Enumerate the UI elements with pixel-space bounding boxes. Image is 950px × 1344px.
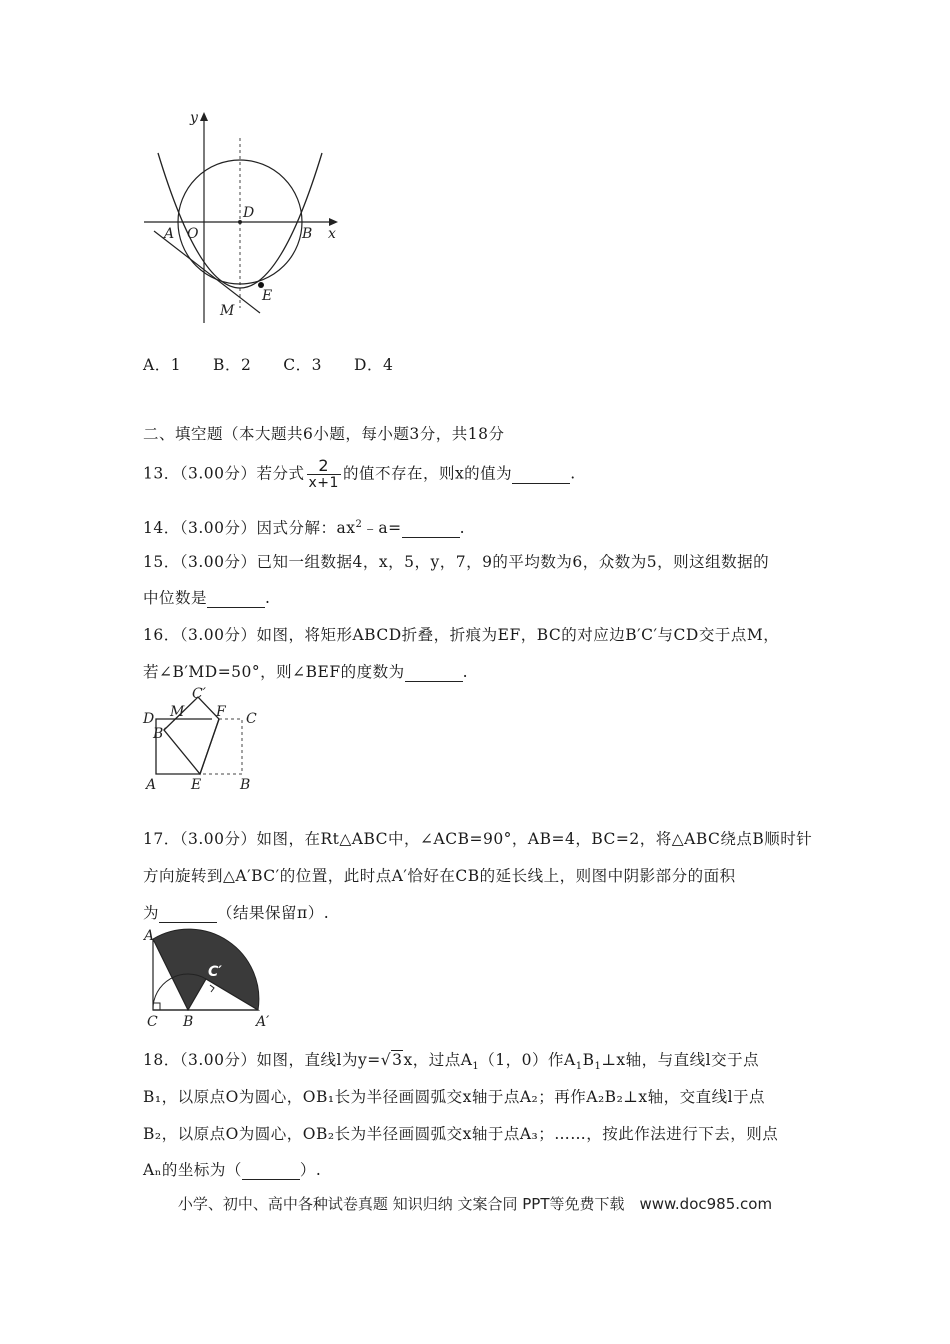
q13-prefix: 13．（3.00分）若分式: [143, 464, 305, 483]
question-18-line1: [143, 1048, 759, 1072]
q17-line3-suffix: （结果保留π）.: [217, 904, 330, 922]
question-15-line1: 15．（3.00分）已知一组数据4，x，5，y，7，9的平均数为6，众数为5，则这组数据的: [143, 553, 770, 571]
label-D: D: [243, 205, 255, 221]
label-C-prime: C′: [208, 964, 222, 980]
label-x: x: [328, 226, 336, 242]
q18-sqrt-arg: 3: [392, 1051, 403, 1069]
q13-answer-blank[interactable]: [512, 465, 570, 484]
label-M: M: [220, 303, 235, 319]
q16-end: .: [462, 663, 469, 681]
label-A: A: [146, 777, 157, 793]
label-B: B: [302, 226, 313, 242]
label-C: C: [246, 711, 257, 727]
figure-q16-folded-rectangle: [140, 686, 270, 794]
label-C-prime: C′: [192, 686, 206, 702]
question-15-line2: [143, 586, 270, 608]
q18-answer-blank[interactable]: [242, 1161, 300, 1180]
label-E: E: [191, 777, 202, 793]
page-footer: 小学、初中、高中各种试卷真题 知识归纳 文案合同 PPT等免费下载 www.doc985.com: [177, 1195, 773, 1213]
q18-b: B: [582, 1051, 595, 1069]
label-C: C: [147, 1014, 158, 1028]
question-14: [143, 516, 465, 538]
q15-line2-prefix: 中位数是: [143, 589, 208, 607]
section-title-fill-blank: 二、填空题（本大题共6小题，每小题3分，共18分: [143, 425, 505, 443]
figure-q12-parabola-circle: [140, 108, 350, 328]
q18-sub2: 1: [575, 1061, 583, 1073]
q12-options: A．1 B．2 C．3 D．4: [143, 356, 394, 374]
q17-answer-blank[interactable]: [159, 904, 217, 923]
q15-end: .: [265, 589, 271, 607]
q13-end: .: [570, 464, 576, 483]
q18-line4-suffix: ）.: [299, 1161, 322, 1179]
q16-answer-blank[interactable]: [405, 663, 463, 682]
label-A: A: [144, 928, 155, 944]
question-16-line2: [143, 660, 468, 682]
question-16-line1: 16．（3.00分）如图，将矩形ABCD折叠，折痕为EF，BC的对应边B′C′与CD交于点M，: [143, 626, 780, 644]
label-M: M: [170, 704, 185, 720]
q17-line3-prefix: 为: [143, 904, 160, 922]
question-18-line3: B₂，以原点O为圆心，OB₂长为半径画圆弧交x轴于点A₃；……，按此作法进行下去，则点: [143, 1125, 779, 1143]
q14-exponent: 2: [355, 518, 363, 530]
q14-answer-blank[interactable]: [402, 519, 460, 538]
label-B-prime: B′: [153, 726, 167, 742]
q18-line4-prefix: Aₙ的坐标为（: [143, 1161, 242, 1179]
label-A: A: [164, 226, 175, 242]
question-13: [143, 458, 576, 491]
q18-sub3: 1: [594, 1061, 602, 1073]
label-B: B: [183, 1014, 194, 1028]
question-18-line2: B₁，以原点O为圆心，OB₁长为半径画圆弧交x轴于点A₂；再作A₂B₂⊥x轴，交直线l于点: [143, 1088, 766, 1106]
label-y: y: [190, 110, 198, 126]
q16-line2-prefix: 若∠B′MD=50°，则∠BEF的度数为: [143, 663, 405, 681]
q18-tail: ⊥x轴，与直线l交于点: [601, 1051, 760, 1069]
label-O: O: [187, 226, 199, 242]
figure-q17-rotation-shaded: [140, 928, 280, 1028]
question-17-line2: 方向旋转到△A′BC′的位置，此时点A′恰好在CB的延长线上，则图中阴影部分的面积: [143, 867, 736, 885]
q18-prefix: 18．（3.00分）如图，直线l为y=: [143, 1051, 381, 1069]
question-18-line4: [143, 1158, 321, 1180]
question-17-line1: 17．（3.00分）如图，在Rt△ABC中，∠ACB=90°，AB=4，BC=2，将△ABC绕点B顺时针: [143, 830, 813, 848]
q13-suffix: 的值不存在，则x的值为: [342, 464, 513, 483]
q13-denominator: x+1: [308, 475, 339, 491]
q18-sqrt: √3: [380, 1051, 403, 1069]
q13-fraction: [307, 458, 341, 491]
label-F: F: [216, 704, 226, 720]
label-E: E: [262, 288, 273, 304]
question-17-line3: [143, 901, 329, 923]
q14-end: .: [459, 519, 466, 537]
q18-sub1: 1: [472, 1061, 480, 1073]
q15-answer-blank[interactable]: [207, 589, 265, 608]
q13-numerator: 2: [307, 458, 341, 475]
q14-prefix: 14．（3.00分）因式分解：ax: [143, 519, 356, 537]
q14-middle: ﹣a=: [362, 519, 402, 537]
q18-rest: （1，0）作A: [479, 1051, 576, 1069]
label-D: D: [143, 711, 155, 727]
q18-suffix: x，过点A: [403, 1051, 473, 1069]
label-B: B: [240, 777, 251, 793]
label-A-prime: A′: [256, 1014, 270, 1028]
